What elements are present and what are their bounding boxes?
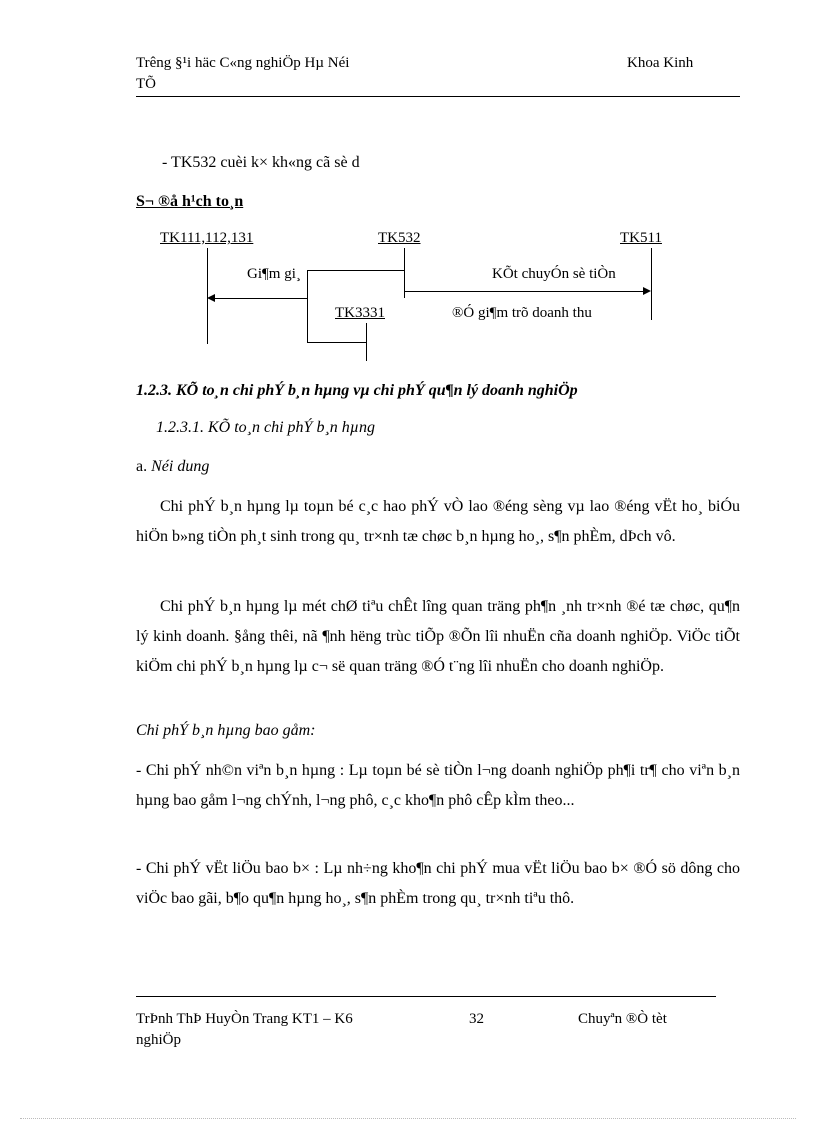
label-ket-chuyen: KÕt chuyÓn sè tiÒn (492, 266, 616, 282)
page-bottom-edge (20, 1118, 796, 1119)
header-right: Khoa Kinh (627, 55, 694, 71)
arrow-to-tk111-line (215, 298, 307, 299)
footer-right: Chuyªn ®Ò tèt (578, 1011, 667, 1027)
tk532-to-tk3331-connector (307, 270, 404, 271)
item-a-title: Néi dung (151, 458, 210, 475)
page-number: 32 (469, 1011, 484, 1027)
footer-left-line2: nghiÖp (136, 1032, 181, 1048)
header-left-line1: Trêng §¹i häc C«ng nghiÖp Hµ Néi (136, 55, 350, 71)
label-de-giam: ®Ó gi¶m trõ doanh thu (452, 305, 592, 321)
header-rule (136, 96, 740, 97)
label-tk111: TK111,112,131 (160, 230, 254, 246)
subsection-heading: 1.2.3.1. KÕ to¸n chi phÝ b¸n hµng (156, 419, 375, 436)
diagram-title: S¬ ®å h¹ch to¸n (136, 193, 244, 210)
tk3331-bottom-line (307, 342, 366, 343)
label-tk511: TK511 (620, 230, 662, 246)
section-heading: 1.2.3. KÕ to¸n chi phÝ b¸n hµng vµ chi phÝ qu¶n lý doanh nghiÖp (136, 382, 578, 399)
tk3331-left-vertical (307, 270, 308, 342)
tk532-note: - TK532 cuèi k× kh«ng cã sè d (162, 154, 360, 171)
footer-left-line1: TrÞnh ThÞ HuyÒn Trang KT1 – K6 (136, 1011, 353, 1027)
paragraph-2: Chi phÝ b¸n hµng lµ mét chØ tiªu chÊt lîng quan träng ph¶n ¸nh tr×nh ®é tæ chøc, qu¶n lý kinh doanh. §ång thêi, nã ¶nh hëng trùc tiÕp ®Õn lîi nhuËn cña doanh nghiÖp. ViÖc tiÕt kiÖm chi phÝ b¸n hµng lµ c¬ së quan träng ®Ó t¨ng lîi nhuËn cho doanh nghiÖp. (136, 598, 740, 675)
item-a (136, 458, 209, 476)
paragraph-3: - Chi phÝ nh©n viªn b¸n hµng : Lµ toµn bé sè tiÒn l¬ng doanh nghiÖp ph¶i tr¶ cho viªn b¸n hµng bao gåm l¬ng chÝnh, l¬ng phô, c¸c kho¶n phô cÊp kÌm theo... (136, 762, 740, 809)
paragraph-4: - Chi phÝ vËt liÖu bao b× : Lµ nh÷ng kho¶n chi phÝ mua vËt liÖu bao b× ®Ó sö dông cho viÖc bao gãi, b¶o qu¶n hµng ho¸, s¶n phÈm trong qu¸ tr×nh tiªu thô. (136, 860, 740, 907)
arrow-to-tk511-line (404, 291, 643, 292)
footer-rule (136, 996, 716, 997)
label-tk532: TK532 (378, 230, 421, 246)
header-left-line2: TÕ (136, 76, 156, 92)
tk3331-vertical-line (366, 323, 367, 361)
label-giam-gia: Gi¶m gi¸ (247, 266, 301, 282)
paragraph-1: Chi phÝ b¸n hµng lµ toµn bé c¸c hao phÝ vÒ lao ®éng sèng vµ lao ®éng vËt ho¸ biÓu hiÖn b»ng tiÒn ph¸t sinh trong qu¸ tr×nh tæ chøc b¸n hµng ho¸, s¶n phÈm, dÞch vô. (136, 498, 740, 545)
label-tk3331: TK3331 (335, 305, 385, 321)
tk511-vertical-line (651, 248, 652, 320)
arrow-to-tk511-head (643, 287, 651, 295)
includes-title: Chi phÝ b¸n hµng bao gåm: (136, 722, 316, 739)
item-a-prefix: a. (136, 458, 148, 475)
arrow-to-tk111-head (207, 294, 215, 302)
